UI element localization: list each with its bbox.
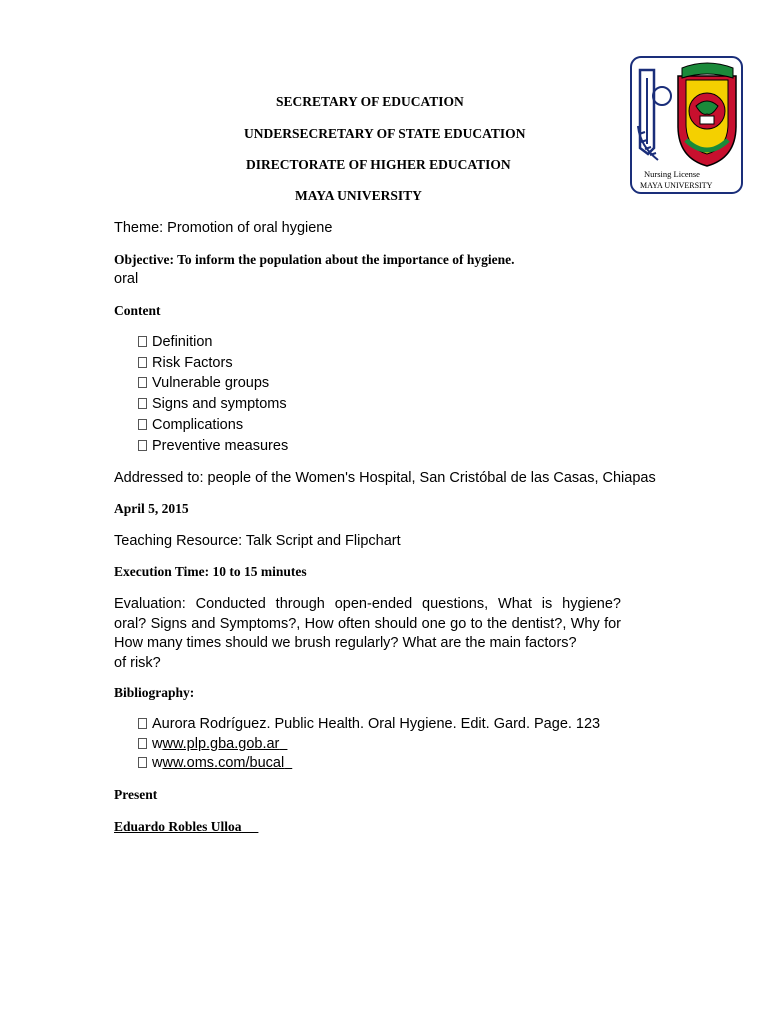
content-item: Definition — [138, 334, 212, 350]
bullet-box-icon — [138, 336, 147, 347]
bibliography-item: www.oms.com/bucal — [138, 755, 292, 771]
bullet-box-icon — [138, 357, 147, 368]
date-line: April 5, 2015 — [114, 501, 189, 516]
crest-graphic — [630, 56, 743, 194]
evaluation-line: How many times should we brush regularly? What are the main factors? — [114, 635, 577, 651]
theme-line: Theme: Promotion of oral hygiene — [114, 220, 333, 236]
bullet-box-icon — [138, 757, 147, 768]
bibliography-link[interactable]: ww.oms.com/bucal — [162, 755, 285, 771]
objective-continuation: oral — [114, 271, 139, 287]
evaluation-line: of risk? — [114, 654, 161, 671]
bibliography-link[interactable]: ww.plp.gba.gob.ar — [162, 736, 280, 752]
content-item: Complications — [138, 417, 243, 433]
bullet-box-icon — [138, 377, 147, 388]
addressed-line: Addressed to: people of the Women's Hospital, San Cristóbal de las Casas, Chiapas — [114, 470, 656, 486]
execution-line: Execution Time: 10 to 15 minutes — [114, 564, 307, 579]
resource-line: Teaching Resource: Talk Script and Flipchart — [114, 533, 401, 549]
content-item: Signs and symptoms — [138, 396, 287, 412]
bullet-box-icon — [138, 398, 147, 409]
evaluation-paragraph — [114, 595, 621, 673]
evaluation-line: oral? Signs and Symptoms?, How often should one go to the dentist?, Why for — [114, 615, 621, 632]
crest-caption-1: Nursing License — [644, 169, 700, 179]
bullet-box-icon — [138, 718, 147, 729]
header-undersecretary: UNDERSECRETARY OF STATE EDUCATION — [244, 126, 526, 141]
content-item: Vulnerable groups — [138, 375, 269, 391]
content-heading: Content — [114, 303, 161, 318]
bibliography-item: www.plp.gba.gob.ar — [138, 736, 287, 752]
bullet-box-icon — [138, 419, 147, 430]
content-item: Preventive measures — [138, 438, 288, 454]
header-directorate: DIRECTORATE OF HIGHER EDUCATION — [246, 157, 511, 172]
signature-line — [114, 819, 258, 835]
signature-name: Eduardo Robles Ulloa — [114, 819, 242, 834]
bibliography-heading: Bibliography: — [114, 685, 195, 700]
crest-caption-2: MAYA UNIVERSITY — [640, 181, 713, 190]
objective-line: Objective: To inform the population about the importance of hygiene. — [114, 252, 515, 267]
header-university: MAYA UNIVERSITY — [295, 188, 422, 203]
bullet-box-icon — [138, 738, 147, 749]
nursing-school-crest-icon — [630, 56, 743, 194]
header-secretary: SECRETARY OF EDUCATION — [276, 94, 464, 109]
bibliography-item: Aurora Rodríguez. Public Health. Oral Hygiene. Edit. Gard. Page. 123 — [138, 716, 600, 732]
bullet-box-icon — [138, 440, 147, 451]
content-item: Risk Factors — [138, 355, 233, 371]
present-line: Present — [114, 787, 158, 802]
evaluation-line: Evaluation: Conducted through open-ended questions, What is hygiene? — [114, 596, 621, 612]
